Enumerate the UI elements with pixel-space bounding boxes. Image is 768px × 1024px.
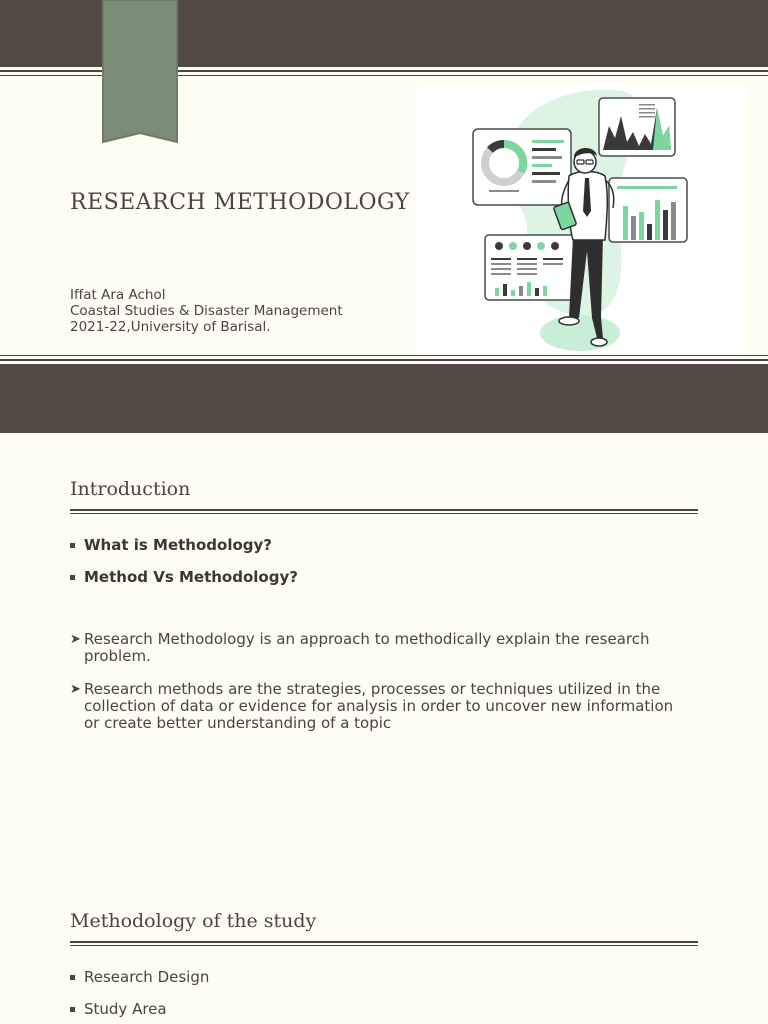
slide-title: RESEARCH METHODOLOGY [70, 190, 410, 215]
presenter-department: Coastal Studies & Disaster Management [70, 303, 343, 319]
list-item [70, 969, 209, 985]
square-bullet-icon [70, 1007, 75, 1012]
bottom-rule-thin [0, 355, 768, 356]
donut-card [473, 129, 571, 205]
table-card [485, 235, 575, 300]
square-bullet-icon [70, 543, 75, 548]
title-slide [0, 0, 768, 433]
study-item-list [70, 969, 209, 1017]
list-item-text: Method Vs Methodology? [84, 568, 298, 586]
square-bullet-icon [70, 575, 75, 580]
presenter-name: Iffat Ara Achol [70, 287, 166, 303]
area-chart-card [599, 98, 675, 156]
presenter-info [70, 287, 343, 335]
presenter-institution: 2021-22,University of Barisal. [70, 319, 271, 335]
bookmark-ribbon [101, 0, 179, 144]
arrowhead-bullet-icon: ➤ [70, 632, 81, 647]
list-item [70, 681, 690, 732]
introduction-divider [70, 509, 698, 514]
list-item [70, 1001, 209, 1017]
analytics-person-illustration [417, 86, 747, 356]
bottom-rule-thick [0, 359, 768, 361]
list-item-text: Research methods are the strategies, processes or techniques utilized in the collection of data or evidence for analysis in order to uncover new information or create better understanding of a topic [84, 680, 674, 732]
content-slide [0, 433, 768, 1024]
methodology-heading: Methodology of the study [70, 910, 317, 932]
square-bullet-icon [70, 975, 75, 980]
list-item-text: Study Area [84, 1000, 167, 1018]
introduction-heading: Introduction [70, 478, 191, 500]
list-item-text: What is Methodology? [84, 536, 272, 554]
methodology-divider [70, 941, 698, 946]
list-item [70, 569, 298, 585]
list-item [70, 537, 298, 553]
list-item-text: Research Methodology is an approach to methodically explain the research problem. [84, 630, 650, 665]
bottom-band [0, 364, 768, 433]
arrowhead-bullet-icon: ➤ [70, 682, 81, 697]
list-item [70, 631, 690, 665]
intro-question-list [70, 537, 298, 585]
list-item-text: Research Design [84, 968, 210, 986]
intro-point-list [70, 631, 690, 732]
bar-chart-card [609, 178, 687, 242]
